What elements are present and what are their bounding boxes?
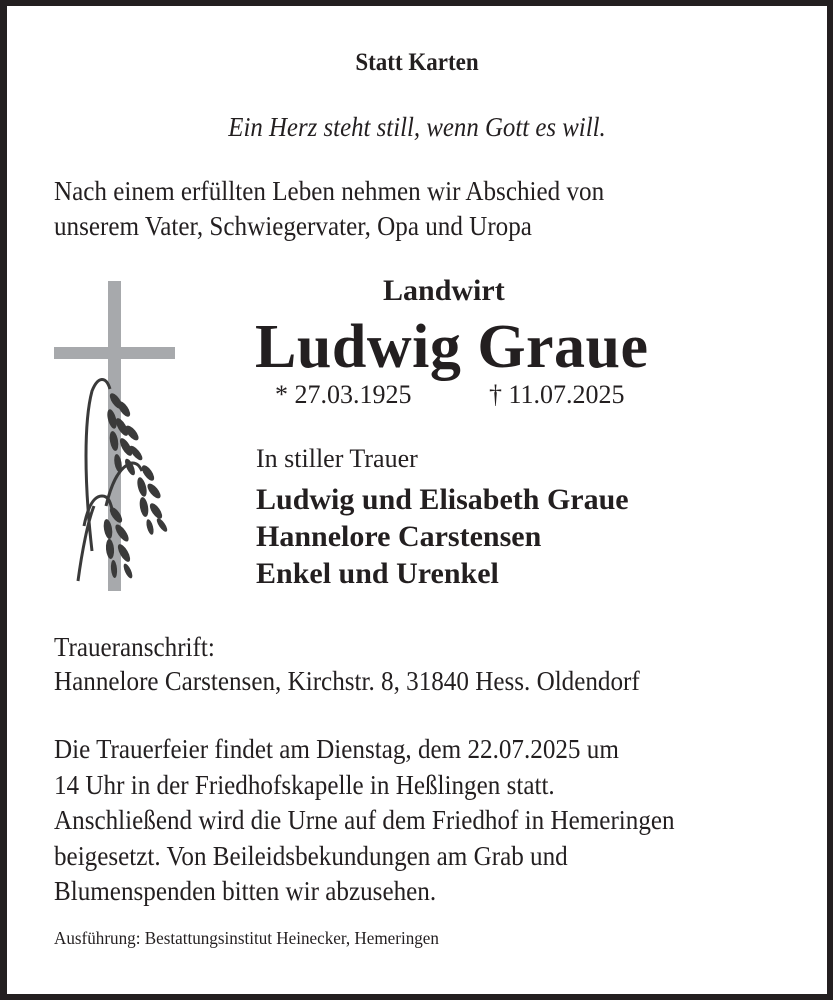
cross-with-wheat-icon [54,281,179,601]
deceased-name: Ludwig Graue [255,313,649,381]
address-label: Traueranschrift: [54,632,215,662]
service-info [54,732,675,910]
motto: Ein Herz steht still, wenn Gott es will. [228,112,606,142]
intro-text [54,174,604,244]
birth-date: * 27.03.1925 [275,380,412,409]
mourner: Enkel und Urenkel [256,557,499,590]
death-date: † 11.07.2025 [489,380,625,409]
service-line: Blumenspenden bitten wir abzusehen. [54,876,437,906]
service-line: Anschließend wird die Urne auf dem Friedhof in Hemeringen [54,805,675,835]
mourners-list [256,481,629,592]
service-line: beigesetzt. Von Beileidsbekundungen am Grab und [54,840,568,871]
mourner: Hannelore Carstensen [256,520,542,553]
mourning-label: In stiller Trauer [256,444,418,473]
mourner: Ludwig und Elisabeth Graue [256,483,629,516]
deceased-profession: Landwirt [383,274,505,307]
intro-line: unserem Vater, Schwiegervater, Opa und Uropa [54,211,532,241]
funeral-home-credit: Ausführung: Bestattungsinstitut Heinecker, Hemeringen [54,928,439,948]
service-line: Die Trauerfeier findet am Dienstag, dem 22.07.2025 um [54,734,619,764]
address-value: Hannelore Carstensen, Kirchstr. 8, 31840 Hess. Oldendorf [54,666,640,696]
header-title: Statt Karten [355,49,479,76]
service-line: 14 Uhr in der Friedhofskapelle in Heßlingen statt. [54,769,555,800]
intro-line: Nach einem erfüllten Leben nehmen wir Abschied von [54,176,605,206]
obituary-notice [7,6,827,994]
